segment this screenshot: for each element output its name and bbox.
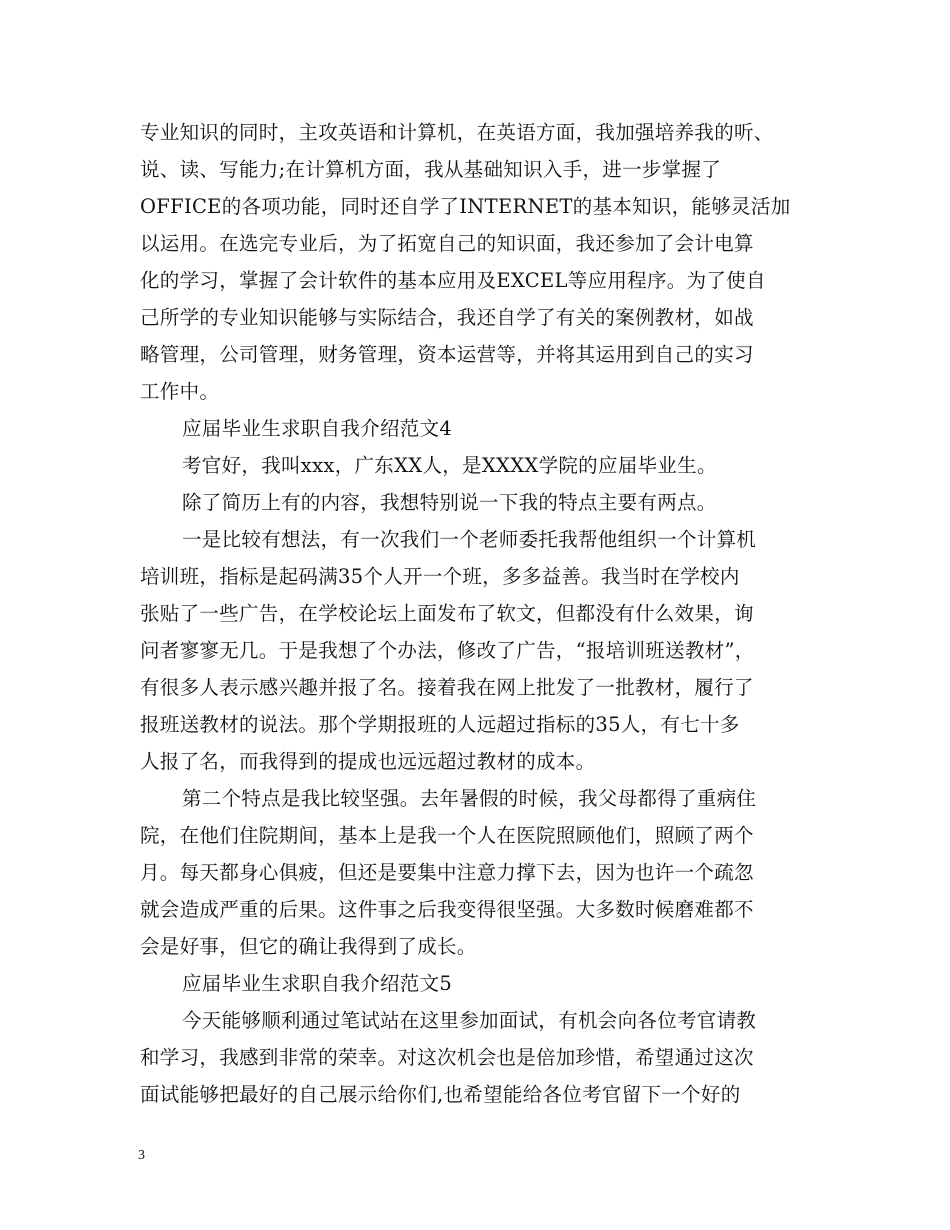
text-line: 己所学的专业知识能够与实际结合，我还自学了有关的案例教材，如战: [140, 306, 754, 329]
text-line: 化的学习，掌握了会计软件的基本应用及EXCEL等应用程序。为了使自: [140, 269, 766, 292]
text-line: 张贴了一些广告，在学校论坛上面发布了软文，但都没有什么效果，询: [140, 602, 754, 625]
text-line: 人报了名，而我得到的提成也远远超过教材的成本。: [140, 750, 596, 773]
text-line: 培训班，指标是起码满35个人开一个班，多多益善。我当时在学校内: [140, 565, 740, 588]
page-number: 3: [138, 1148, 145, 1163]
text-line: 和学习，我感到非常的荣幸。对这次机会也是倍加珍惜，希望通过这次: [140, 1046, 754, 1069]
text-line: 就会造成严重的后果。这件事之后我变得很坚强。大多数时候磨难都不: [140, 898, 754, 921]
text-line: 问者寥寥无几。于是我想了个办法，修改了广告，“报培训班送教材”，: [140, 639, 755, 662]
text-line: OFFICE的各项功能，同时还自学了INTERNET的基本知识，能够灵活加: [140, 195, 791, 218]
text-line: 说、读、写能力;在计算机方面，我从基础知识入手，进一步掌握了: [140, 158, 722, 181]
text-line: 月。每天都身心俱疲，但还是要集中注意力撑下去，因为也许一个疏忽: [140, 861, 754, 884]
section-heading: 应届毕业生求职自我介绍范文5: [182, 972, 453, 995]
paragraph-start: 一是比较有想法，有一次我们一个老师委托我帮他组织一个计算机: [182, 528, 757, 551]
paragraph-start: 除了简历上有的内容，我想特别说一下我的特点主要有两点。: [182, 491, 717, 514]
text-line: 以运用。在选完专业后，为了拓宽自己的知识面，我还参加了会计电算: [140, 232, 754, 255]
text-line: 会是好事，但它的确让我得到了成长。: [140, 935, 477, 958]
paragraph-start: 考官好，我叫xxx，广东XX人，是XXXX学院的应届毕业生。: [182, 454, 717, 477]
paragraph-start: 今天能够顺利通过笔试站在这里参加面试，有机会向各位考官请教: [182, 1009, 757, 1032]
text-line: 工作中。: [140, 380, 220, 403]
text-line: 略管理，公司管理，财务管理，资本运营等，并将其运用到自己的实习: [140, 343, 754, 366]
paragraph-start: 第二个特点是我比较坚强。去年暑假的时候，我父母都得了重病住: [182, 787, 757, 810]
section-heading: 应届毕业生求职自我介绍范文4: [182, 417, 453, 440]
text-line: 院，在他们住院期间，基本上是我一个人在医院照顾他们，照顾了两个: [140, 824, 754, 847]
text-line: 专业知识的同时，主攻英语和计算机，在英语方面，我加强培养我的听、: [140, 121, 774, 144]
text-line: 面试能够把最好的自己展示给你们,也希望能给各位考官留下一个好的: [140, 1083, 741, 1106]
text-line: 有很多人表示感兴趣并报了名。接着我在网上批发了一批教材，履行了: [140, 676, 754, 699]
text-line: 报班送教材的说法。那个学期报班的人远超过指标的35人，有七十多: [140, 713, 740, 736]
